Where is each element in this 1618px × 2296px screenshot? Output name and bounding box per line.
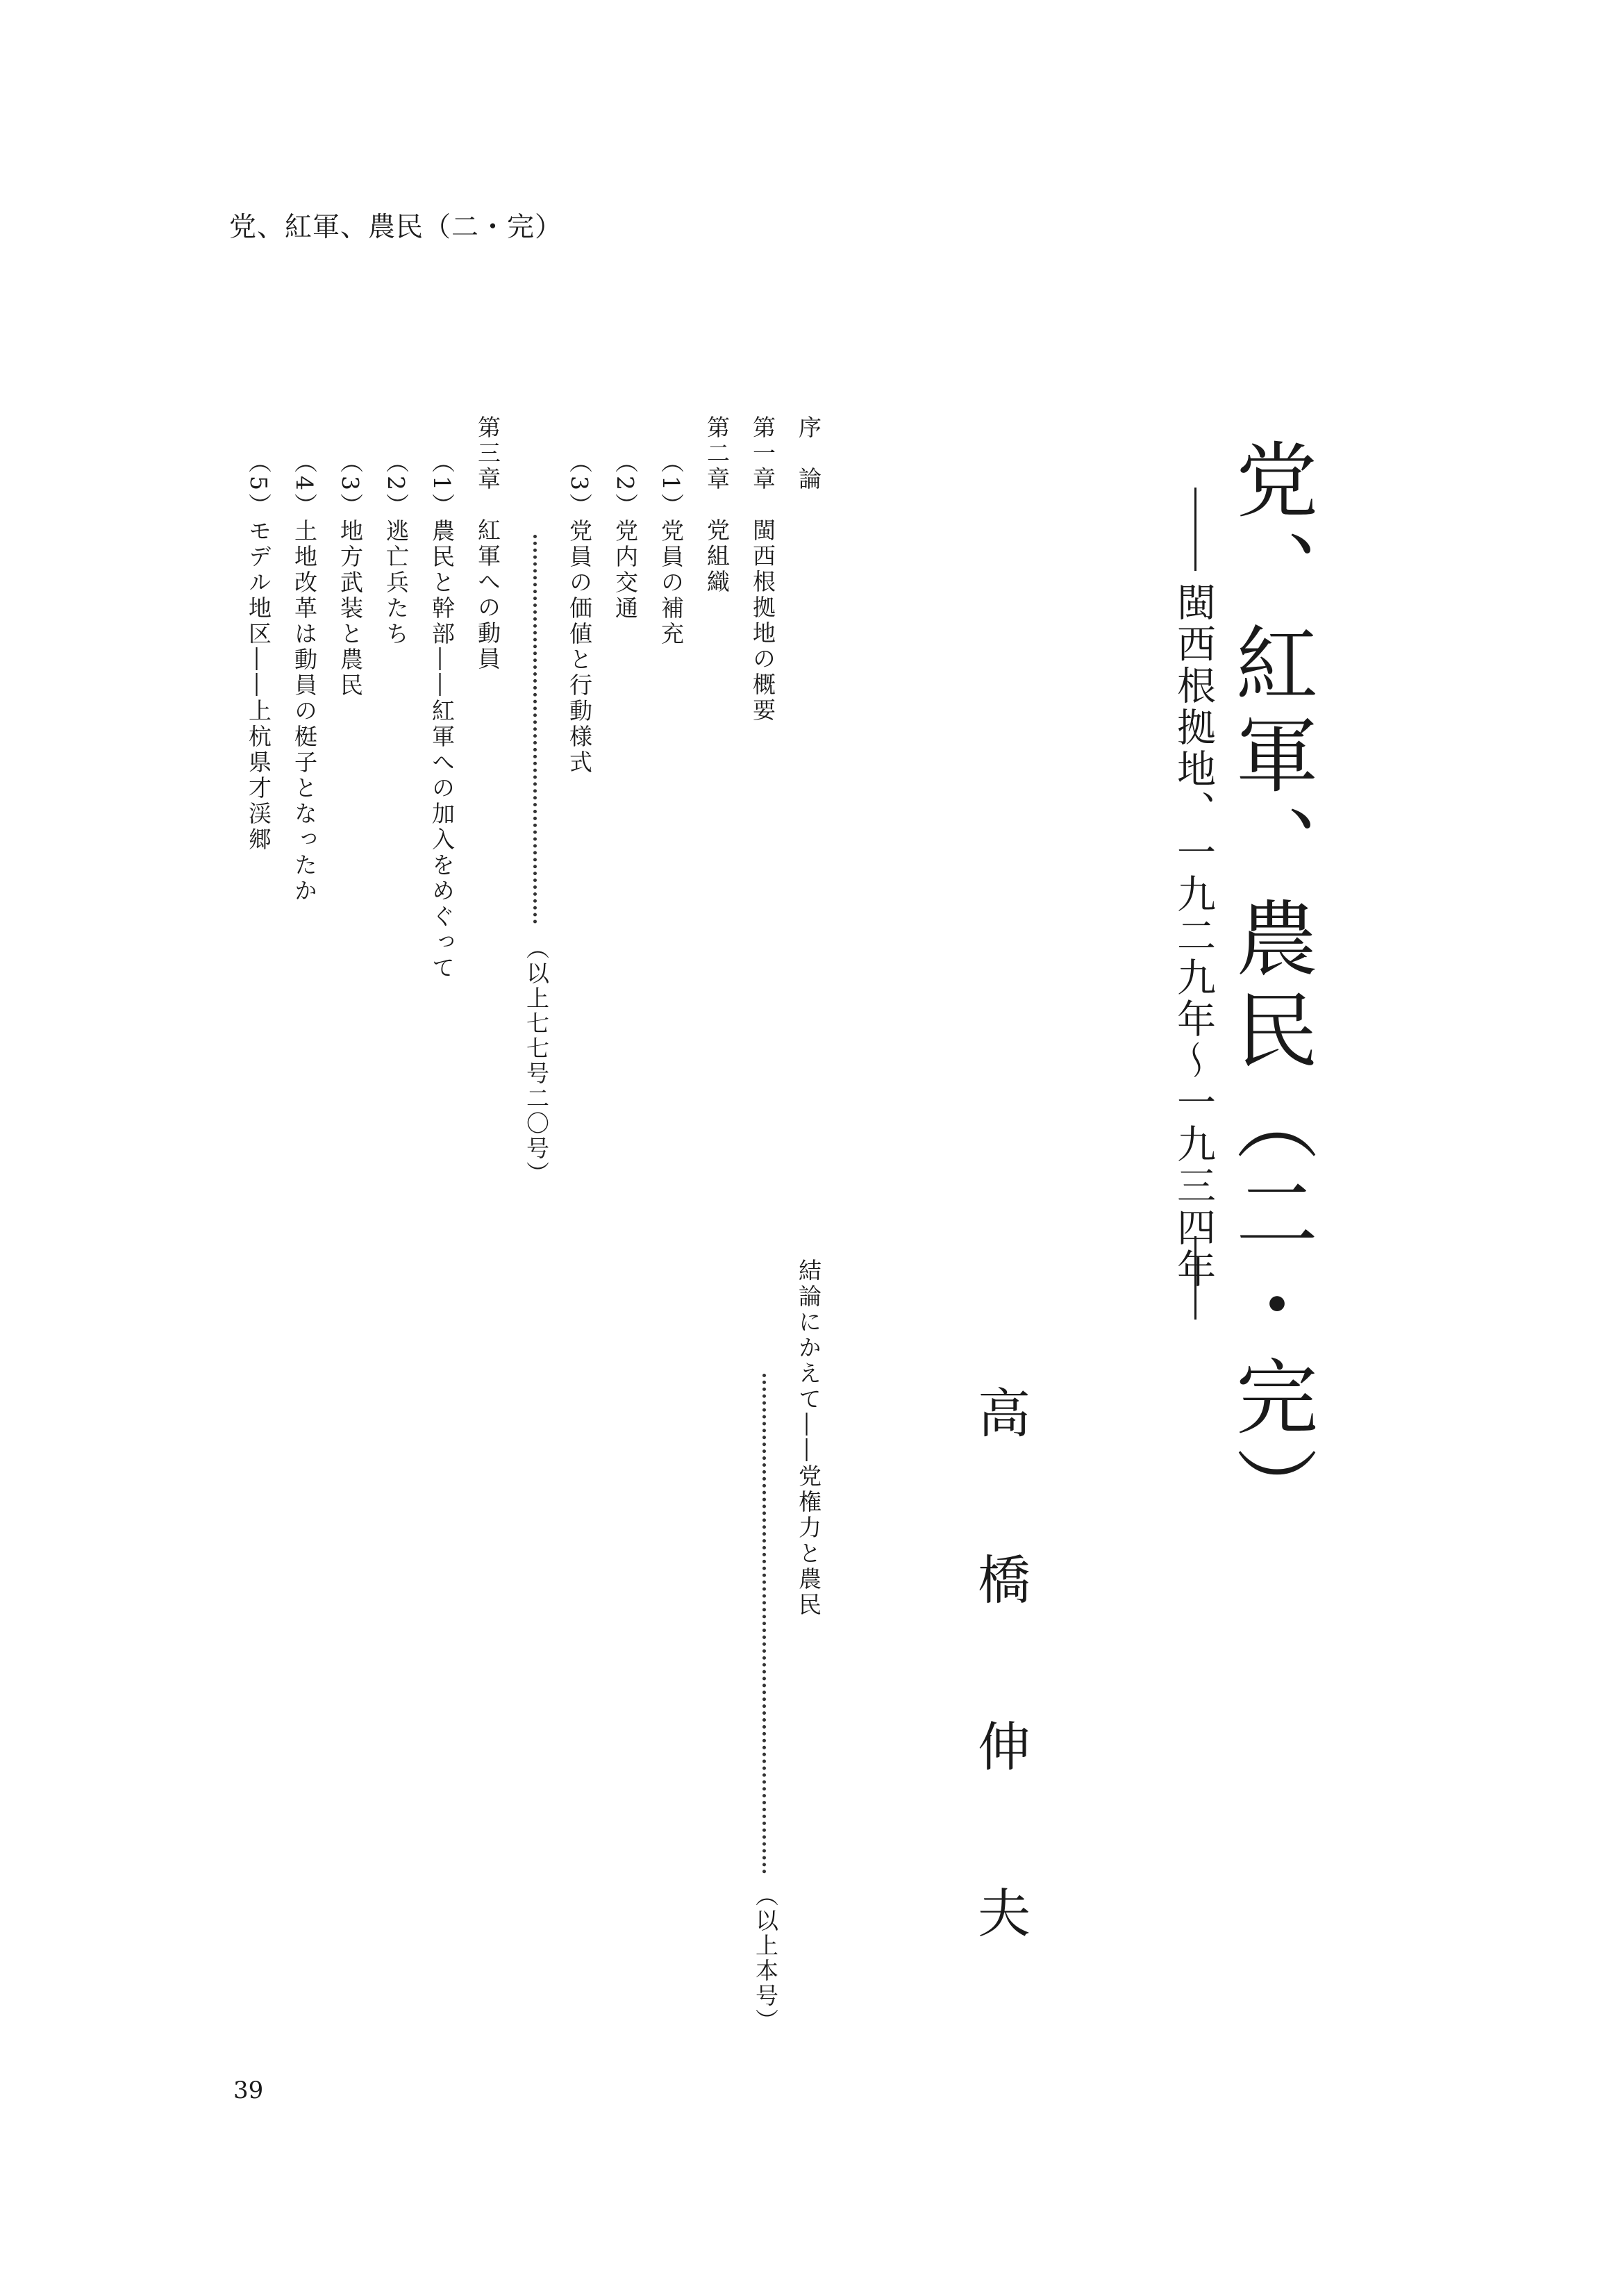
toc-item-ch2-3: （3）党員の価値と行動様式	[566, 450, 593, 776]
toc-item-ch2: 第二章 党組織	[703, 415, 731, 595]
running-head: 党、紅軍、農民（二・完）	[229, 212, 563, 243]
toc-item-ch2-1: （1）党員の補充	[658, 450, 685, 647]
toc-item-ch3: 第三章 紅軍への動員	[474, 415, 501, 672]
subtitle-dash-top	[1194, 488, 1196, 571]
author-char-3: 伸	[978, 1716, 1031, 1778]
toc-note-prev: （以上七七号二〇号）	[523, 936, 550, 1186]
toc-leader-prev	[533, 535, 537, 924]
toc-item-ch2-2: （2）党内交通	[612, 450, 639, 622]
toc-item-intro: 序 論	[795, 415, 822, 492]
author-char-2: 橋	[978, 1549, 1031, 1611]
toc-item-ch3-5: （5）モデル地区――上杭県才渓郷	[245, 450, 272, 853]
page-number: 39	[233, 2077, 264, 2104]
article-subtitle: 閩西根拠地、一九二九年〜一九三四年	[1171, 582, 1216, 1290]
toc-leader-this	[762, 1374, 766, 1874]
toc-item-ch3-4: （4）土地改革は動員の梃子となったか	[291, 450, 318, 904]
author-char-1: 高	[978, 1383, 1031, 1445]
author-char-4: 夫	[978, 1883, 1031, 1945]
toc-item-ch3-3: （3）地方武装と農民	[337, 450, 364, 699]
toc-item-ch3-1: （1）農民と幹部――紅軍への加入をめぐって	[428, 450, 456, 981]
article-title: 党、紅軍、農民（二・完）	[1222, 438, 1318, 1538]
toc-item-conclusion: 結論にかえて――党権力と農民	[795, 1258, 822, 1618]
toc-item-ch3-2: （2）逃亡兵たち	[383, 450, 410, 647]
toc-note-this: （以上本号）	[752, 1883, 779, 2033]
toc-item-ch1: 第一章 閩西根拠地の概要	[749, 415, 776, 724]
